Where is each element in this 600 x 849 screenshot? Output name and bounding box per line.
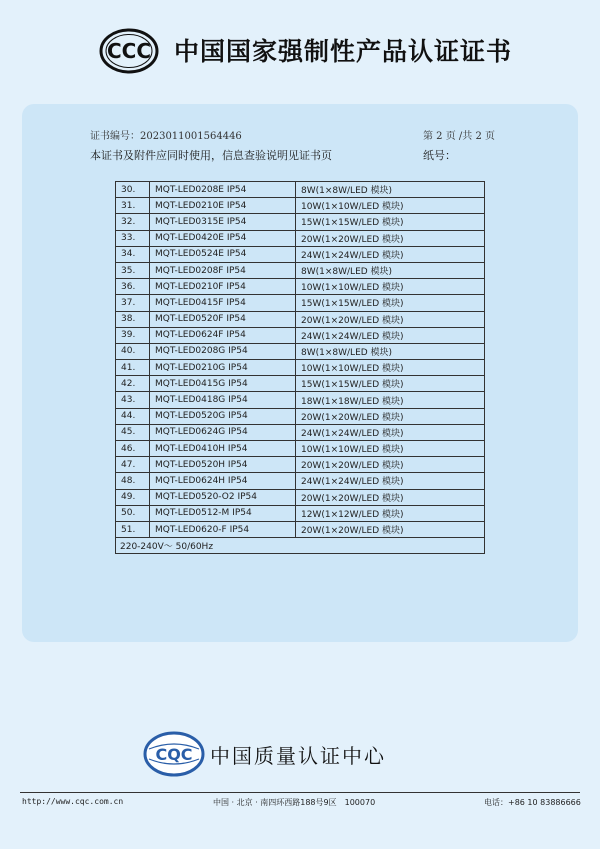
ccc-logo-icon	[99, 28, 159, 74]
website-link[interactable]: http://www.cqc.com.cn	[22, 797, 124, 806]
certificate-number: 证书编号：2023011001564446	[90, 131, 242, 142]
model-cell: MQT-LED0520H IP54	[150, 457, 296, 473]
model-table	[115, 181, 485, 554]
table-row	[116, 311, 485, 327]
row-number: 44.	[116, 408, 150, 424]
table-row	[116, 279, 485, 295]
row-number: 40.	[116, 343, 150, 359]
model-cell: MQT-LED0208F IP54	[150, 262, 296, 278]
model-cell: MQT-LED0520-O2 IP54	[150, 489, 296, 505]
model-cell: MQT-LED0415F IP54	[150, 295, 296, 311]
table-row	[116, 182, 485, 198]
spec-cell: 18W(1×18W/LED 模块)	[296, 392, 485, 408]
table-row	[116, 262, 485, 278]
table-footer-row	[116, 538, 485, 554]
phone-text: 电话：+86 10 83886666	[484, 798, 581, 807]
model-cell: MQT-LED0208E IP54	[150, 182, 296, 198]
model-cell: MQT-LED0210F IP54	[150, 279, 296, 295]
model-cell: MQT-LED0524E IP54	[150, 246, 296, 262]
model-cell: MQT-LED0624H IP54	[150, 473, 296, 489]
table-row	[116, 376, 485, 392]
table-row	[116, 214, 485, 230]
model-cell: MQT-LED0520F IP54	[150, 311, 296, 327]
table-row	[116, 246, 485, 262]
model-cell: MQT-LED0410H IP54	[150, 441, 296, 457]
spec-cell: 24W(1×24W/LED 模块)	[296, 246, 485, 262]
svg-text:CCC: CCC	[106, 39, 152, 63]
page-title: 中国国家强制性产品认证证书	[174, 37, 513, 66]
row-number: 34.	[116, 246, 150, 262]
model-cell: MQT-LED0208G IP54	[150, 343, 296, 359]
spec-cell: 8W(1×8W/LED 模块)	[296, 262, 485, 278]
row-number: 43.	[116, 392, 150, 408]
spec-cell: 24W(1×24W/LED 模块)	[296, 473, 485, 489]
voltage-note: 220-240V～ 50/60Hz	[116, 538, 485, 554]
page-number: 第 2 页 /共 2 页	[423, 131, 495, 142]
model-cell: MQT-LED0624G IP54	[150, 424, 296, 440]
model-cell: MQT-LED0210E IP54	[150, 198, 296, 214]
spec-cell: 8W(1×8W/LED 模块)	[296, 343, 485, 359]
table-row	[116, 457, 485, 473]
spec-cell: 24W(1×24W/LED 模块)	[296, 424, 485, 440]
spec-cell: 20W(1×20W/LED 模块)	[296, 521, 485, 537]
row-number: 50.	[116, 505, 150, 521]
organization-name: 中国质量认证中心	[210, 744, 386, 768]
spec-cell: 24W(1×24W/LED 模块)	[296, 327, 485, 343]
row-number: 38.	[116, 311, 150, 327]
model-cell: MQT-LED0520G IP54	[150, 408, 296, 424]
spec-cell: 10W(1×10W/LED 模块)	[296, 198, 485, 214]
table-row	[116, 408, 485, 424]
table-row	[116, 360, 485, 376]
cqc-logo-icon	[143, 731, 205, 777]
svg-text:CQC: CQC	[155, 745, 193, 764]
spec-cell: 15W(1×15W/LED 模块)	[296, 376, 485, 392]
row-number: 47.	[116, 457, 150, 473]
row-number: 31.	[116, 198, 150, 214]
table-row	[116, 230, 485, 246]
table-row	[116, 489, 485, 505]
model-cell: MQT-LED0420E IP54	[150, 230, 296, 246]
table-row	[116, 505, 485, 521]
row-number: 33.	[116, 230, 150, 246]
model-cell: MQT-LED0315E IP54	[150, 214, 296, 230]
spec-cell: 10W(1×10W/LED 模块)	[296, 441, 485, 457]
row-number: 41.	[116, 360, 150, 376]
row-number: 36.	[116, 279, 150, 295]
table-row	[116, 424, 485, 440]
spec-cell: 20W(1×20W/LED 模块)	[296, 408, 485, 424]
row-number: 32.	[116, 214, 150, 230]
model-cell: MQT-LED0415G IP54	[150, 376, 296, 392]
certificate-header	[0, 26, 600, 78]
row-number: 46.	[116, 441, 150, 457]
spec-cell: 20W(1×20W/LED 模块)	[296, 489, 485, 505]
row-number: 49.	[116, 489, 150, 505]
table-row	[116, 441, 485, 457]
table-row	[116, 473, 485, 489]
footer-divider	[20, 792, 580, 793]
table-row	[116, 521, 485, 537]
spec-cell: 12W(1×12W/LED 模块)	[296, 505, 485, 521]
spec-cell: 20W(1×20W/LED 模块)	[296, 457, 485, 473]
row-number: 45.	[116, 424, 150, 440]
table-row	[116, 327, 485, 343]
spec-cell: 20W(1×20W/LED 模块)	[296, 311, 485, 327]
row-number: 37.	[116, 295, 150, 311]
row-number: 39.	[116, 327, 150, 343]
table-row	[116, 343, 485, 359]
model-cell: MQT-LED0624F IP54	[150, 327, 296, 343]
model-cell: MQT-LED0620-F IP54	[150, 521, 296, 537]
table-row	[116, 392, 485, 408]
spec-cell: 15W(1×15W/LED 模块)	[296, 214, 485, 230]
model-cell: MQT-LED0418G IP54	[150, 392, 296, 408]
spec-cell: 20W(1×20W/LED 模块)	[296, 230, 485, 246]
spec-cell: 8W(1×8W/LED 模块)	[296, 182, 485, 198]
paper-number: 纸号：	[423, 149, 456, 162]
table-row	[116, 198, 485, 214]
spec-cell: 10W(1×10W/LED 模块)	[296, 360, 485, 376]
usage-notice: 本证书及附件应同时使用，信息查验说明见证书页	[90, 149, 332, 162]
row-number: 51.	[116, 521, 150, 537]
address-text: 中国 · 北京 · 南四环西路188号9区 100070	[213, 798, 376, 807]
row-number: 35.	[116, 262, 150, 278]
row-number: 42.	[116, 376, 150, 392]
spec-cell: 15W(1×15W/LED 模块)	[296, 295, 485, 311]
model-cell: MQT-LED0512-M IP54	[150, 505, 296, 521]
model-cell: MQT-LED0210G IP54	[150, 360, 296, 376]
row-number: 48.	[116, 473, 150, 489]
spec-cell: 10W(1×10W/LED 模块)	[296, 279, 485, 295]
table-row	[116, 295, 485, 311]
row-number: 30.	[116, 182, 150, 198]
